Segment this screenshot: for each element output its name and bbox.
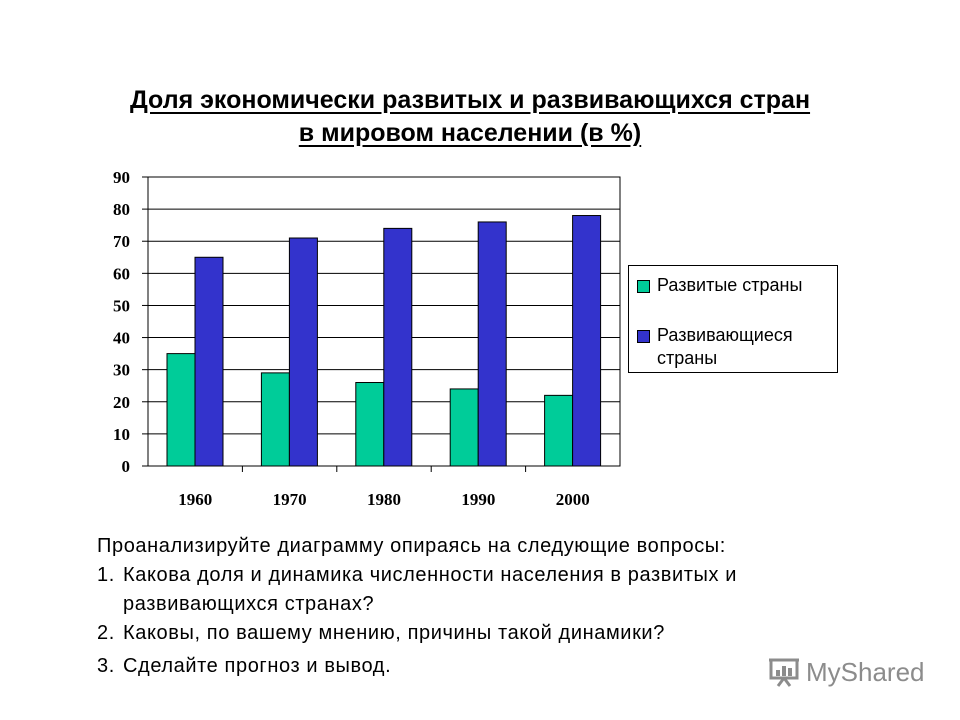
question-number: 3. (97, 655, 115, 677)
legend-label-developing-line1: Развивающиеся (657, 325, 793, 345)
y-tick-label: 20 (113, 392, 130, 412)
y-tick-label: 90 (113, 168, 130, 187)
y-tick-label: 50 (113, 296, 130, 316)
y-tick-label: 0 (121, 457, 130, 476)
legend-item-developing (637, 324, 831, 370)
question-text: Какова доля и динамика численности населения в развитых и развивающихся странах? (123, 564, 738, 615)
question-item (97, 652, 857, 681)
questions-intro: Проанализируйте диаграмму опираясь на следующие вопросы: (97, 535, 726, 557)
bar-developed (167, 354, 195, 466)
bar-developed (545, 395, 573, 466)
bar-developing (289, 238, 317, 466)
chart-title-line1: Доля экономически развитых и развивающихся стран (129, 86, 811, 114)
watermark (768, 656, 925, 688)
bar-developing (195, 257, 223, 466)
legend-swatch-developing (637, 330, 650, 343)
presentation-icon (768, 656, 802, 688)
bar-developing (573, 216, 601, 466)
y-tick-label: 60 (113, 264, 130, 284)
legend-label-developed: Развитые страны (657, 275, 803, 295)
question-number: 1. (97, 564, 115, 586)
y-tick-label: 70 (113, 232, 130, 252)
legend-label-developing (657, 324, 793, 370)
legend-label-developing-line2: страны (657, 348, 718, 368)
bar-developed (450, 389, 478, 466)
watermark-text: MyShared (806, 656, 925, 687)
question-text: Сделайте прогноз и вывод. (123, 655, 392, 677)
bar-developed (356, 383, 384, 466)
question-item (97, 619, 857, 648)
y-tick-label: 40 (113, 328, 130, 348)
y-tick-label: 30 (113, 360, 130, 380)
questions-block (97, 532, 857, 681)
y-tick-label: 10 (113, 424, 130, 444)
questions-list (97, 561, 857, 681)
question-text: Каковы, по вашему мнению, причины такой динамики? (123, 622, 665, 644)
x-tick-label: 2000 (555, 490, 590, 509)
legend-item-developed (637, 274, 831, 297)
legend-swatch-developed (637, 280, 650, 293)
question-item (97, 561, 857, 619)
x-tick-label: 1990 (461, 490, 496, 509)
y-tick-label: 80 (113, 200, 130, 220)
bar-developing (478, 222, 506, 466)
legend (628, 265, 838, 373)
chart-title-line2: в мировом населении (в %) (298, 119, 642, 147)
question-number: 2. (97, 622, 115, 644)
bar-developed (261, 373, 289, 466)
x-tick-label: 1970 (272, 490, 307, 509)
x-tick-label: 1980 (367, 490, 401, 509)
bar-developing (384, 228, 412, 466)
x-tick-label: 1960 (178, 490, 213, 509)
